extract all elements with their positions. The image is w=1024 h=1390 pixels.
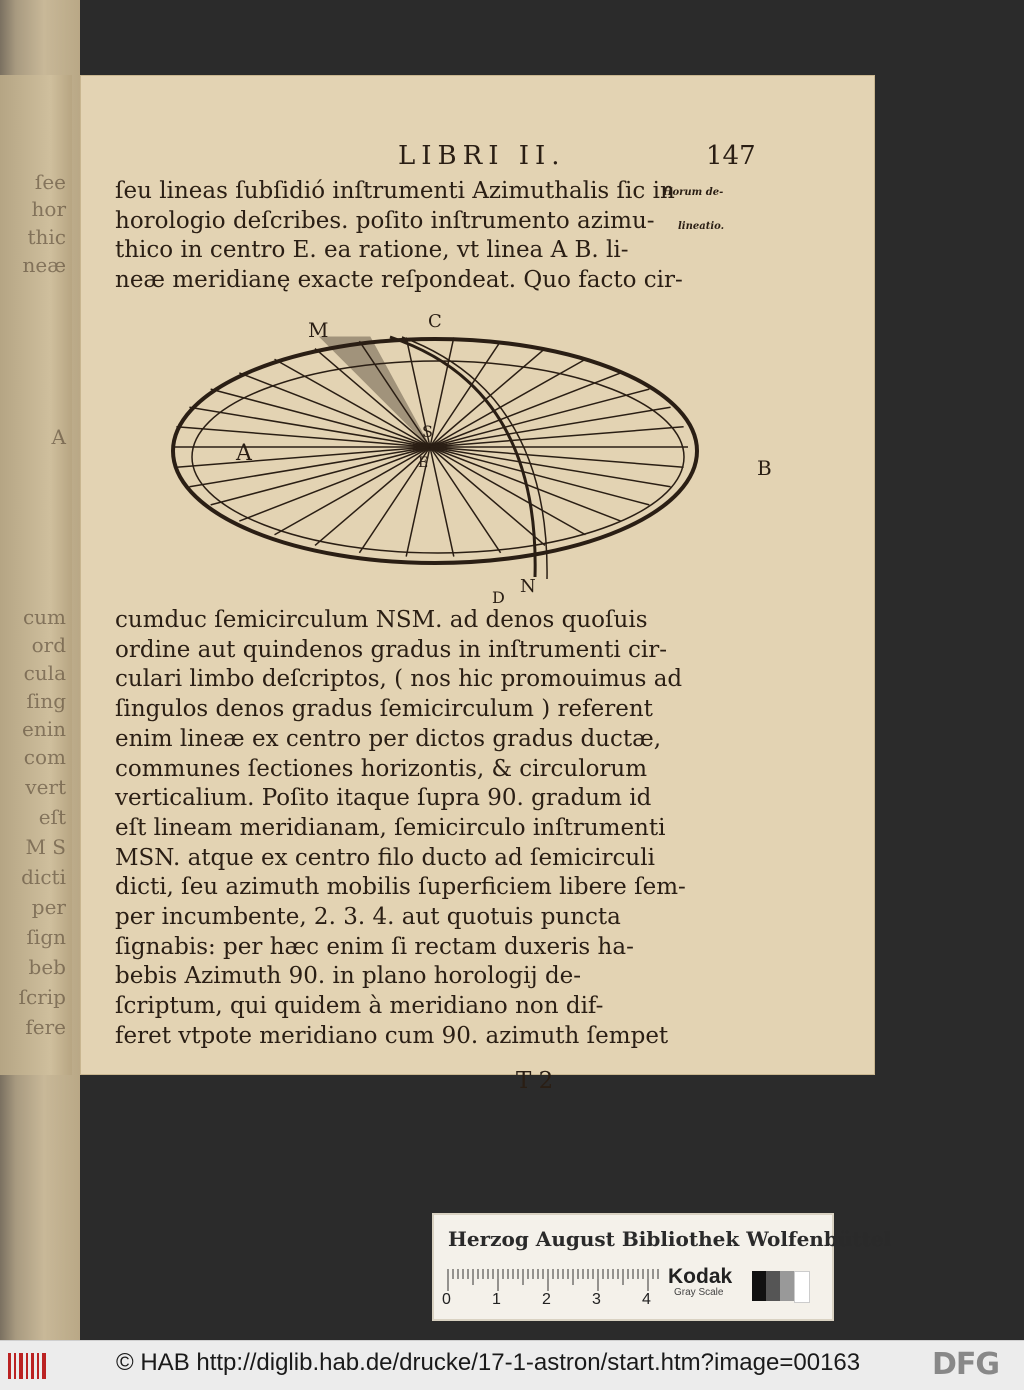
swatch-dark-gray [766, 1271, 780, 1301]
color-reference-card [432, 1213, 892, 1321]
ruler-number: 4 [642, 1291, 651, 1308]
ruler-number: 1 [492, 1291, 501, 1308]
running-head: LIBRI II. [398, 141, 566, 171]
margin-note-line-1: Horum de- [663, 187, 724, 198]
label-a: A [236, 441, 252, 466]
text-line: MSN. atque ex centro filo ducto ad ſemicirculi [115, 844, 655, 871]
copyright-link[interactable]: © HAB http://diglib.hab.de/drucke/17-1-astron/start.htm?image=00163 [116, 1349, 861, 1376]
left-page-fragment: per [31, 895, 66, 919]
ruler-number: 3 [592, 1291, 601, 1308]
left-page-fragment: enin [22, 717, 66, 741]
book-page [80, 75, 875, 1094]
left-page-fragment: thic [27, 225, 66, 249]
text-line: per incumbente, 2. 3. 4. aut quotuis puncta [115, 904, 621, 930]
label-m: M [308, 318, 329, 342]
text-line: cumduc ſemicirculum NSM. ad denos quoſuis [115, 607, 648, 633]
text-line: neæ meridianę exacte reſpondeat. Quo facto cir- [115, 267, 683, 293]
left-page-edge [0, 75, 72, 1075]
left-page-fragment: M S [25, 835, 66, 859]
label-c: C [428, 311, 442, 332]
text-line: horologio deſcribes. poſito inſtrumento azimu- [115, 208, 655, 234]
kodak-logo: Kodak [668, 1265, 733, 1288]
swatch-white [794, 1271, 810, 1303]
left-page-fragment: com [23, 745, 66, 769]
label-e: E [418, 455, 429, 471]
text-line: culari limbo deſcriptos, ( nos hic promouimus ad [115, 666, 683, 693]
left-page-fragment: ord [31, 633, 66, 657]
diagram-ray [239, 447, 430, 521]
label-n: N [520, 576, 536, 597]
ruler-number: 2 [542, 1291, 551, 1308]
text-line: feret vtpote meridiano cum 90. azimuth ſempet [115, 1022, 669, 1049]
text-line: communes ſectiones horizontis, & circulorum [115, 755, 648, 782]
text-line: bebis Azimuth 90. in plano horologij de- [115, 963, 582, 990]
left-page-fragment: fere [25, 1015, 66, 1039]
swatch-black [752, 1271, 766, 1301]
text-line: ſingulos denos gradus ſemicirculum ) referent [115, 696, 653, 723]
library-name: Herzog August Bibliothek Wolfenbüttel [448, 1227, 892, 1251]
left-page-fragment: cula [23, 661, 66, 685]
text-line: ſignabis: per hæc enim ſi rectam duxeris ha- [115, 933, 634, 960]
footer-bar [0, 1340, 1024, 1390]
text-line: enim lineæ ex centro per dictos gradus ductæ, [115, 725, 662, 752]
diagram-ray [430, 373, 621, 447]
label-b: B [757, 456, 772, 480]
left-page-fragment: vert [25, 775, 66, 799]
text-line: ſcriptum, qui quidem à meridiano non dif- [115, 993, 604, 1020]
dfg-logo: DFG [932, 1347, 1000, 1382]
swatch-gray [780, 1271, 794, 1301]
text-line: eſt lineam meridianam, ſemicirculo inſtrumenti [115, 814, 666, 841]
left-page-fragment: ſcrip [18, 985, 66, 1009]
label-d: D [492, 588, 505, 607]
left-page-fragment: cum [22, 605, 66, 629]
scale-ruler [446, 1269, 661, 1293]
left-page-fragment: dicti [21, 865, 66, 889]
text-line: dicti, ſeu azimuth mobilis ſuperficiem libere ſem- [115, 874, 686, 901]
left-page-fragment: ſign [26, 925, 66, 949]
text-line: ſeu lineas ſubſidió inſtrumenti Azimuthalis ſic in [115, 178, 675, 204]
azimuth-diagram [140, 307, 772, 607]
signature-mark: T 2 [516, 1068, 554, 1094]
left-page-fragment: A [51, 425, 66, 449]
text-line: ordine aut quindenos gradus in inſtrumenti cir- [115, 636, 667, 663]
left-page-fragment: eſt [38, 805, 66, 829]
ruler-number: 0 [442, 1291, 451, 1308]
label-s: S [422, 422, 433, 441]
text-line: verticalium. Poſito itaque ſupra 90. gradum id [115, 785, 652, 812]
hab-barcode-icon [8, 1351, 48, 1381]
margin-note-line-2: lineatio. [678, 221, 725, 232]
text-line: thico in centro E. ea ratione, vt linea A B. li- [115, 237, 629, 263]
left-page-fragment: neæ [22, 253, 66, 277]
left-page-fragment: ſing [26, 689, 66, 713]
diagram-ray [430, 447, 621, 521]
left-page-fragment: ſee [34, 170, 66, 194]
left-page-fragment: beb [28, 955, 66, 979]
left-page-fragment: hor [31, 197, 66, 221]
page-number: 147 [706, 141, 756, 171]
gray-scale-label: Gray Scale [674, 1287, 724, 1298]
